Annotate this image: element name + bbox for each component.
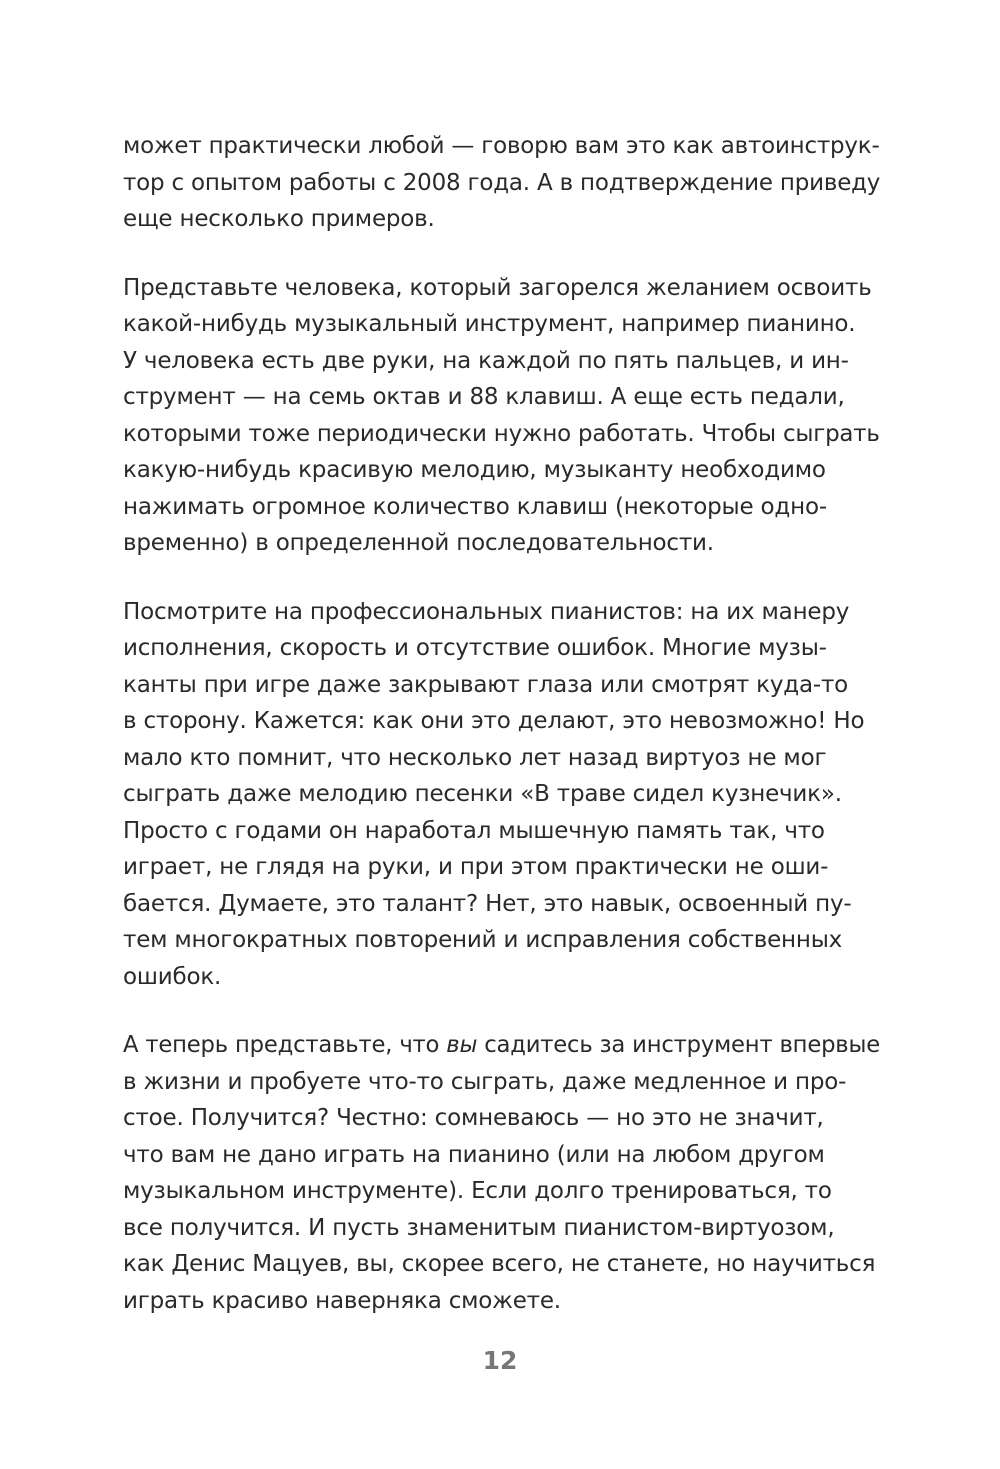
paragraph-4 — [123, 1027, 880, 1319]
text-line: какую-нибудь красивую мелодию, музыканту необходимо — [123, 457, 826, 483]
text-line: Посмотрите на профессиональных пианистов: на их манеру — [123, 598, 850, 625]
paragraph-spacer — [123, 238, 880, 270]
text-line: бается. Думаете, это талант? Нет, это навык, освоенный пу- — [123, 890, 852, 917]
text-run: садитесь за инструмент впервые — [477, 1032, 880, 1058]
page-number: 12 — [482, 1346, 518, 1375]
text-run: А теперь представьте, что — [123, 1032, 447, 1058]
paragraph-2 — [123, 270, 880, 562]
text-line: У человека есть две руки, на каждой по пять пальцев, и ин- — [123, 347, 849, 374]
text-line: ошибок. — [123, 963, 222, 990]
text-line: в сторону. Кажется: как они это делают, это невозможно! Но — [123, 708, 865, 734]
text-line: какой-нибудь музыкальный инструмент, например пианино. — [123, 311, 856, 337]
paragraph-1 — [123, 128, 880, 238]
text-line: как Денис Мацуев, вы, скорее всего, не станете, но научиться — [123, 1251, 876, 1277]
text-line: нажимать огромное количество клавиш (некоторые одно- — [123, 493, 827, 520]
text-line: временно) в определенной последовательности. — [123, 530, 714, 556]
text-line: еще несколько примеров. — [123, 206, 435, 232]
text-line: мало кто помнит, что несколько лет назад виртуоз не мог — [123, 744, 827, 771]
text-line: играет, не глядя на руки, и при этом практически не оши- — [123, 854, 829, 880]
italic-emphasis: вы — [446, 1032, 478, 1058]
body-text — [123, 128, 880, 1319]
text-line: струмент — на семь октав и 88 клавиш. А еще есть педали, — [123, 384, 845, 410]
paragraph-3 — [123, 594, 880, 996]
paragraph-spacer — [123, 995, 880, 1027]
text-line: исполнения, скорость и отсутствие ошибок. Многие музы- — [123, 635, 827, 661]
text-line: тор с опытом работы с 2008 года. А в подтверждение приведу — [123, 169, 881, 196]
text-line: сыграть даже мелодию песенки «В траве сидел кузнечик». — [123, 781, 842, 807]
text-line: стое. Получится? Честно: сомневаюсь — но это не значит, — [123, 1105, 824, 1131]
text-line: что вам не дано играть на пианино (или на любом другом — [123, 1141, 825, 1168]
text-line: музыкальном инструменте). Если долго тренироваться, то — [123, 1178, 832, 1204]
text-line: может практически любой — говорю вам это как автоинструк- — [123, 133, 880, 159]
text-line: все получится. И пусть знаменитым пианистом-виртуозом, — [123, 1214, 835, 1241]
text-line: Просто с годами он наработал мышечную память так, что — [123, 817, 825, 844]
text-line: которыми тоже периодически нужно работать. Чтобы сыграть — [123, 420, 880, 447]
text-line: в жизни и пробуете что-то сыграть, даже медленное и про- — [123, 1068, 847, 1095]
paragraph-spacer — [123, 562, 880, 594]
text-line: Представьте человека, который загорелся желанием освоить — [123, 274, 872, 301]
text-line: тем многократных повторений и исправления собственных — [123, 927, 843, 953]
text-line-mixed — [123, 1027, 880, 1064]
text-line: играть красиво наверняка сможете. — [123, 1287, 561, 1314]
text-line: канты при игре даже закрывают глаза или смотрят куда-то — [123, 671, 849, 698]
